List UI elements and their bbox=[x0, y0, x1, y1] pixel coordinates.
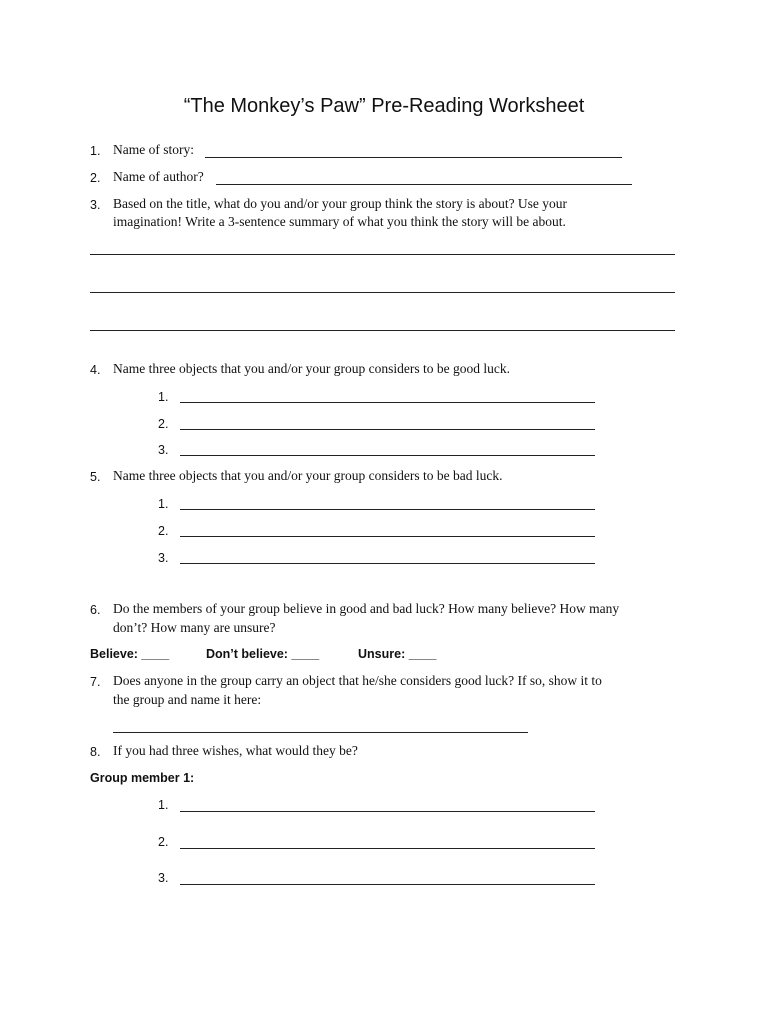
bad-luck-line-1[interactable] bbox=[180, 509, 595, 510]
page-title: “The Monkey’s Paw” Pre-Reading Worksheet bbox=[183, 95, 585, 117]
good-luck-item-number-2: 2. bbox=[158, 417, 169, 431]
good-luck-item-number-3: 3. bbox=[158, 443, 169, 457]
question-2-text: Name of author? bbox=[113, 169, 204, 184]
bad-luck-item-number-3: 3. bbox=[158, 551, 169, 565]
good-luck-line-1[interactable] bbox=[180, 402, 595, 403]
wish-line-2[interactable] bbox=[180, 848, 595, 849]
unsure-count[interactable]: Unsure: ____ bbox=[358, 647, 437, 661]
question-number-6: 6. bbox=[90, 603, 101, 617]
question-6-line-1: Do the members of your group believe in good and bad luck? How many believe? How many bbox=[113, 601, 620, 616]
wish-number-2: 2. bbox=[158, 835, 169, 849]
question-8-text: If you had three wishes, what would they be? bbox=[113, 743, 358, 758]
question-number-3: 3. bbox=[90, 198, 101, 212]
summary-line-2[interactable] bbox=[90, 292, 675, 293]
wish-line-3[interactable] bbox=[180, 884, 595, 885]
question-number-8: 8. bbox=[90, 745, 101, 759]
question-4-text: Name three objects that you and/or your group considers to be good luck. bbox=[113, 361, 511, 376]
question-3-line-1: Based on the title, what do you and/or your group think the story is about? Use your bbox=[113, 196, 568, 211]
wish-number-1: 1. bbox=[158, 798, 169, 812]
answer-line-story[interactable] bbox=[205, 157, 622, 158]
question-3-line-2: imagination! Write a 3-sentence summary of what you think the story will be about. bbox=[113, 214, 566, 229]
question-number-1: 1. bbox=[90, 144, 101, 158]
question-number-4: 4. bbox=[90, 363, 101, 377]
good-luck-item-number-1: 1. bbox=[158, 390, 169, 404]
question-number-2: 2. bbox=[90, 171, 101, 185]
question-number-5: 5. bbox=[90, 470, 101, 484]
answer-line-author[interactable] bbox=[216, 184, 632, 185]
summary-line-3[interactable] bbox=[90, 330, 675, 331]
dont-believe-count[interactable]: Don’t believe: ____ bbox=[206, 647, 320, 661]
question-7-line-2: the group and name it here: bbox=[113, 692, 262, 707]
bad-luck-line-3[interactable] bbox=[180, 563, 595, 564]
bad-luck-item-number-1: 1. bbox=[158, 497, 169, 511]
wish-number-3: 3. bbox=[158, 871, 169, 885]
lucky-object-line[interactable] bbox=[113, 732, 528, 733]
question-5-text: Name three objects that you and/or your group considers to be bad luck. bbox=[113, 468, 503, 483]
wish-line-1[interactable] bbox=[180, 811, 595, 812]
believe-count[interactable]: Believe: ____ bbox=[90, 647, 170, 661]
bad-luck-line-2[interactable] bbox=[180, 536, 595, 537]
question-7-line-1: Does anyone in the group carry an object that he/she considers good luck? If so, show it to bbox=[113, 673, 602, 688]
good-luck-line-3[interactable] bbox=[180, 455, 595, 456]
question-6-line-2: don’t? How many are unsure? bbox=[113, 620, 276, 635]
good-luck-line-2[interactable] bbox=[180, 429, 595, 430]
group-member-label: Group member 1: bbox=[90, 771, 195, 785]
summary-line-1[interactable] bbox=[90, 254, 675, 255]
bad-luck-item-number-2: 2. bbox=[158, 524, 169, 538]
question-1-text: Name of story: bbox=[113, 142, 194, 157]
question-number-7: 7. bbox=[90, 675, 101, 689]
